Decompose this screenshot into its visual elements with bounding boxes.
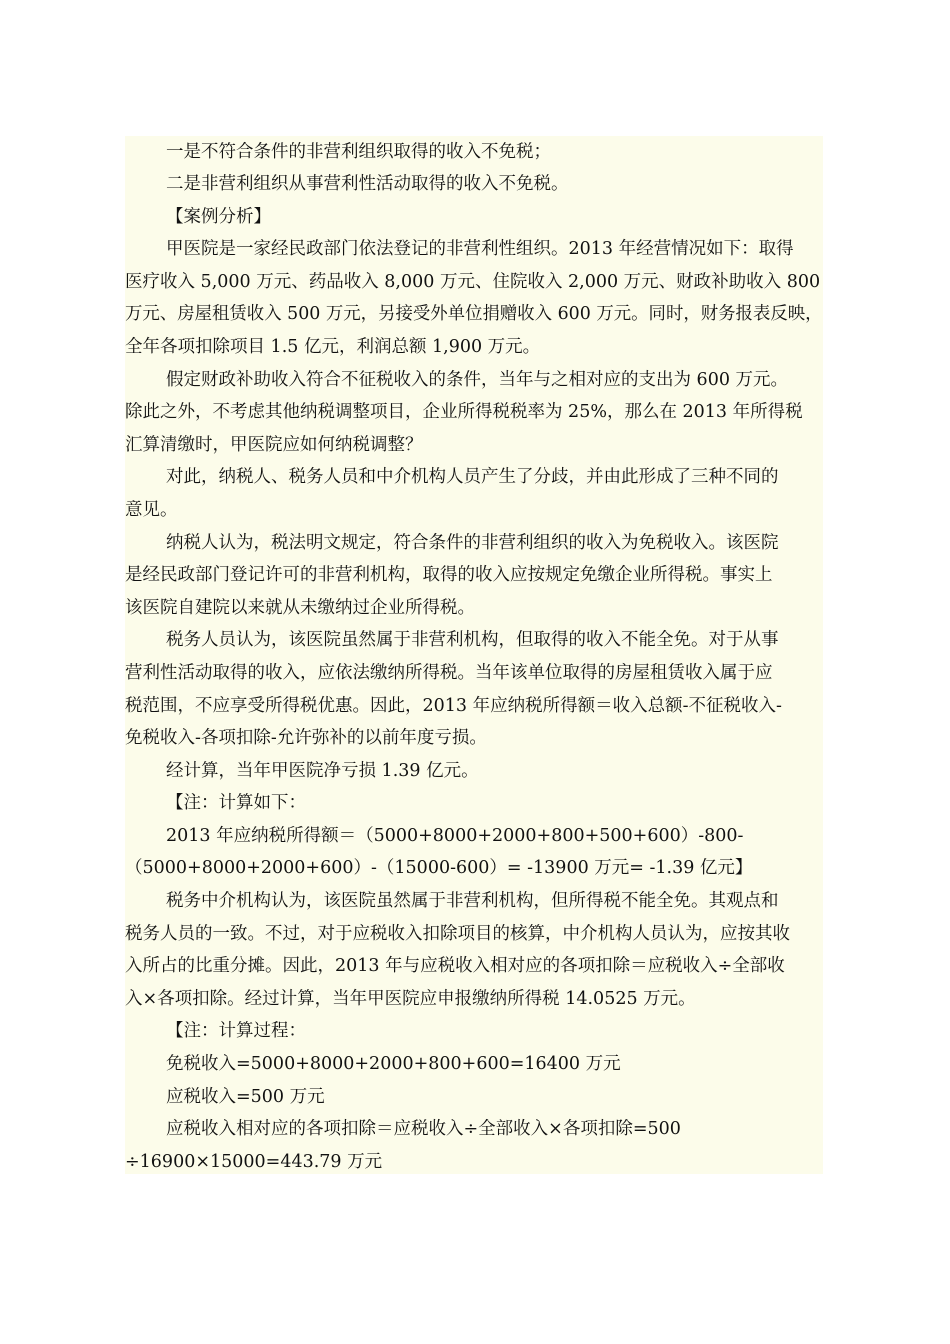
section-heading: 【案例分析】 <box>166 207 271 227</box>
text-line: 税范围，不应享受所得税优惠。因此，2013 年应纳税所得额＝收入总额-不征税收入- <box>125 696 782 716</box>
formula-line: 2013 年应纳税所得额＝（5000+8000+2000+800+500+600）-800- <box>166 826 744 846</box>
text-line: 全年各项扣除项目 1.5 亿元，利润总额 1,900 万元。 <box>125 337 541 357</box>
formula-line: 免税收入=5000+8000+2000+800+600=16400 万元 <box>166 1054 621 1074</box>
formula-line: 应税收入=500 万元 <box>166 1087 325 1107</box>
text-line: 汇算清缴时，甲医院应如何纳税调整？ <box>125 435 423 455</box>
text-line: 医疗收入 5,000 万元、药品收入 8,000 万元、住院收入 2,000 万元、财政补助收入 800 <box>125 272 821 292</box>
text-line: 入×各项扣除。经过计算，当年甲医院应申报缴纳所得税 14.0525 万元。 <box>125 989 696 1009</box>
text-line: 除此之外，不考虑其他纳税调整项目，企业所得税税率为 25%，那么在 2013 年所得税 <box>125 402 803 422</box>
document-page <box>125 136 823 1174</box>
note-heading: 【注：计算过程： <box>166 1021 306 1041</box>
text-line: 二是非营利组织从事营利性活动取得的收入不免税。 <box>166 174 569 194</box>
text-line: 营利性活动取得的收入，应依法缴纳所得税。当年该单位取得的房屋租赁收入属于应 <box>125 663 773 683</box>
text-line: 税务人员认为，该医院虽然属于非营利机构，但取得的收入不能全免。对于从事 <box>166 630 779 650</box>
text-line: 一是不符合条件的非营利组织取得的收入不免税； <box>166 142 551 162</box>
formula-line: （5000+8000+2000+600）-（15000-600）= -13900 万元= -1.39 亿元】 <box>125 858 753 878</box>
formula-line: ÷16900×15000=443.79 万元 <box>125 1152 383 1172</box>
text-line: 经计算，当年甲医院净亏损 1.39 亿元。 <box>166 761 479 781</box>
text-line: 假定财政补助收入符合不征税收入的条件，当年与之相对应的支出为 600 万元。 <box>166 370 789 390</box>
text-line: 万元、房屋租赁收入 500 万元，另接受外单位捐赠收入 600 万元。同时，财务报表反映， <box>125 304 823 324</box>
formula-line: 应税收入相对应的各项扣除＝应税收入÷全部收入×各项扣除=500 <box>166 1119 681 1139</box>
text-line: 免税收入-各项扣除-允许弥补的以前年度亏损。 <box>125 728 487 748</box>
text-line: 税务中介机构认为，该医院虽然属于非营利机构，但所得税不能全免。其观点和 <box>166 891 779 911</box>
text-line: 意见。 <box>125 500 178 520</box>
note-heading: 【注：计算如下： <box>166 793 306 813</box>
text-line: 该医院自建院以来就从未缴纳过企业所得税。 <box>125 598 475 618</box>
text-line: 对此，纳税人、税务人员和中介机构人员产生了分歧，并由此形成了三种不同的 <box>166 467 779 487</box>
text-line: 纳税人认为，税法明文规定，符合条件的非营利组织的收入为免税收入。该医院 <box>166 533 779 553</box>
text-line: 甲医院是一家经民政部门依法登记的非营利性组织。2013 年经营情况如下：取得 <box>166 239 794 259</box>
text-line: 税务人员的一致。不过，对于应税收入扣除项目的核算，中介机构人员认为，应按其收 <box>125 924 790 944</box>
text-line: 入所占的比重分摊。因此，2013 年与应税收入相对应的各项扣除＝应税收入÷全部收 <box>125 956 785 976</box>
text-line: 是经民政部门登记许可的非营利机构，取得的收入应按规定免缴企业所得税。事实上 <box>125 565 773 585</box>
